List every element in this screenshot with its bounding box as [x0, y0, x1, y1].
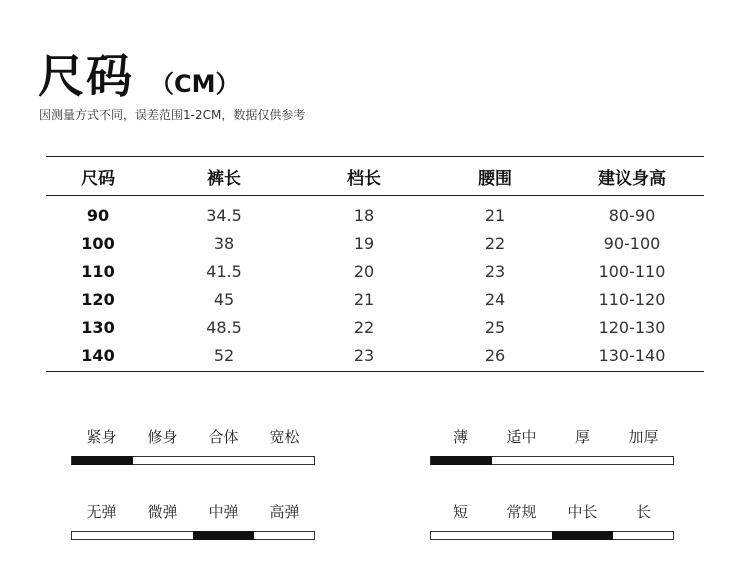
table-cell: 100 [81, 233, 115, 253]
table-row [46, 229, 704, 257]
scale-label: 高弹 [269, 503, 300, 521]
table-cell: 130-140 [598, 345, 666, 365]
table-cell: 22 [353, 317, 375, 337]
table-cell: 41.5 [206, 261, 242, 281]
table-cell: 24 [484, 289, 506, 309]
scale-bar [71, 531, 315, 540]
scale-labels [430, 501, 674, 523]
table-cell: 18 [353, 205, 375, 225]
scale-indicator [552, 531, 613, 540]
table-cell: 25 [484, 317, 506, 337]
page-title: 尺码 [38, 49, 134, 103]
scale-label: 微弹 [147, 503, 178, 521]
measurement-note: 因测量方式不同，误差范围1-2CM，数据仅供参考 [39, 108, 306, 122]
unit-label: （CM） [150, 70, 240, 98]
table-cell: 23 [353, 345, 375, 365]
scale-label: 紧身 [86, 428, 117, 446]
scale-labels [430, 426, 674, 448]
scale-bar [430, 531, 674, 540]
scale-bar [71, 456, 315, 465]
scale-labels [71, 426, 315, 448]
table-row [46, 285, 704, 313]
scale-label: 中长 [567, 503, 598, 521]
fit-scale [71, 426, 315, 465]
scale-label: 短 [452, 503, 469, 521]
table-cell: 34.5 [206, 205, 242, 225]
scale-indicator [193, 531, 254, 540]
scale-label: 适中 [506, 428, 537, 446]
scale-label: 加厚 [628, 428, 659, 446]
scale-labels [71, 501, 315, 523]
column-header: 尺码 [81, 168, 115, 189]
elasticity-scale [71, 501, 315, 540]
table-cell: 23 [484, 261, 506, 281]
scale-label: 厚 [574, 428, 591, 446]
table-cell: 26 [484, 345, 506, 365]
table-cell: 20 [353, 261, 375, 281]
length-scale [430, 501, 674, 540]
table-cell: 21 [484, 205, 506, 225]
table-cell: 52 [213, 345, 235, 365]
scale-label: 宽松 [269, 428, 300, 446]
table-bottom-rule [46, 371, 704, 372]
table-cell: 90 [86, 205, 110, 225]
table-cell: 22 [484, 233, 506, 253]
table-cell: 120 [81, 289, 115, 309]
scale-indicator [72, 456, 133, 465]
scale-label: 合体 [208, 428, 239, 446]
size-table [46, 156, 704, 372]
column-header: 档长 [347, 168, 381, 189]
table-cell: 110-120 [598, 289, 666, 309]
table-header-row [46, 157, 704, 195]
table-cell: 90-100 [603, 233, 661, 253]
table-row [46, 313, 704, 341]
table-row [46, 201, 704, 229]
column-header: 腰围 [478, 168, 512, 189]
table-cell: 45 [213, 289, 235, 309]
table-row [46, 257, 704, 285]
table-cell: 110 [81, 261, 115, 281]
thickness-scale [430, 426, 674, 465]
scale-label: 薄 [452, 428, 469, 446]
scale-label: 修身 [147, 428, 178, 446]
table-cell: 80-90 [608, 205, 656, 225]
table-cell: 130 [81, 317, 115, 337]
column-header: 裤长 [207, 168, 241, 189]
table-cell: 140 [81, 345, 115, 365]
table-cell: 21 [353, 289, 375, 309]
table-cell: 120-130 [598, 317, 666, 337]
column-header: 建议身高 [598, 168, 666, 189]
table-cell: 38 [213, 233, 235, 253]
size-title [38, 40, 240, 106]
table-cell: 48.5 [206, 317, 242, 337]
table-row [46, 341, 704, 369]
table-body [46, 196, 704, 371]
scale-label: 中弹 [208, 503, 239, 521]
scale-label: 长 [635, 503, 652, 521]
scale-label: 常规 [506, 503, 537, 521]
scale-bar [430, 456, 674, 465]
table-cell: 100-110 [598, 261, 666, 281]
table-cell: 19 [353, 233, 375, 253]
scale-indicator [431, 456, 492, 465]
scale-label: 无弹 [86, 503, 117, 521]
